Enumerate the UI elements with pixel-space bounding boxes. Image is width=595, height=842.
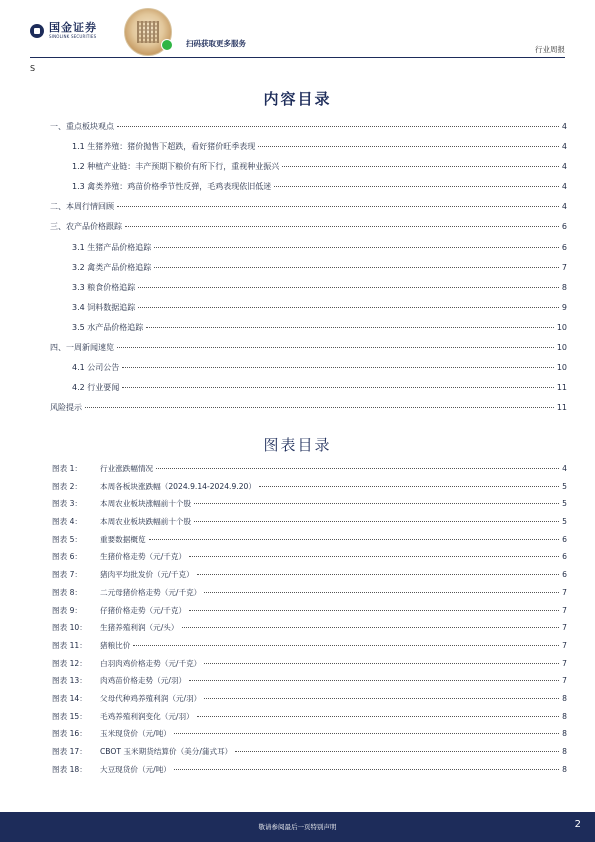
qr-code-image[interactable] <box>124 8 172 56</box>
toc-entry-label: 3.3 粮食价格追踪 <box>72 282 136 292</box>
figure-page: 8 <box>562 693 567 703</box>
toc-entry[interactable] <box>50 181 567 201</box>
figure-entry[interactable] <box>52 534 567 552</box>
wechat-icon <box>161 39 173 51</box>
figure-number: 图表 3： <box>52 499 83 509</box>
toc-entry-label: 3.4 饲料数据追踪 <box>72 302 136 312</box>
toc-entry-label: 1.1 生猪养殖：猪价抛售下超跌，看好猪价旺季表现 <box>72 142 256 152</box>
figure-label: 肉鸡苗价格走势（元/羽） <box>100 676 187 686</box>
dot-leader <box>122 367 554 368</box>
figure-number: 图表 15： <box>52 711 87 721</box>
toc-entry-page: 4 <box>561 142 567 152</box>
figure-page: 7 <box>562 605 567 615</box>
toc-entry-page: 4 <box>561 162 567 172</box>
figure-page: 7 <box>562 623 567 633</box>
scan-prompt: 扫码获取更多服务 <box>186 39 246 48</box>
toc-entry-label: 4.2 行业要闻 <box>72 383 120 393</box>
figure-entry[interactable] <box>52 569 567 587</box>
figure-entry[interactable] <box>52 693 567 711</box>
footer-notice: 敬请参阅最后一页特别声明 <box>258 823 337 831</box>
dot-leader <box>274 186 559 187</box>
figure-number: 图表 16： <box>52 729 87 739</box>
toc-entry[interactable] <box>50 402 567 422</box>
toc-entry-label: 3.2 禽类产品价格追踪 <box>72 262 152 272</box>
dot-leader <box>85 407 554 408</box>
dot-leader <box>194 521 559 522</box>
figures-title: 图表目录 <box>263 436 332 454</box>
toc-entry[interactable] <box>50 342 567 362</box>
toc-entry-page: 10 <box>556 343 567 353</box>
figure-entry[interactable] <box>52 481 567 499</box>
figure-entry[interactable] <box>52 675 567 693</box>
toc-entry-page: 11 <box>556 403 567 413</box>
figure-entry[interactable] <box>52 516 567 534</box>
figure-entry[interactable] <box>52 587 567 605</box>
toc-entry-page: 10 <box>556 322 567 332</box>
figure-label: 仔猪价格走势（元/千克） <box>100 605 187 615</box>
figure-label: 大豆现货价（元/吨） <box>100 764 171 774</box>
page-footer <box>0 812 595 842</box>
dot-leader <box>146 327 554 328</box>
figure-entry[interactable] <box>52 764 567 782</box>
toc-entry[interactable] <box>50 322 567 342</box>
toc-entry-page: 4 <box>561 202 567 212</box>
figure-label: 行业涨跌幅情况 <box>100 464 154 473</box>
figure-entry[interactable] <box>52 498 567 516</box>
page-header <box>0 0 595 58</box>
toc-entry[interactable] <box>50 221 567 241</box>
toc-entry-page: 6 <box>561 222 567 232</box>
toc-entry[interactable] <box>50 282 567 302</box>
dot-leader <box>197 574 559 575</box>
dot-leader <box>174 769 559 770</box>
dot-leader <box>182 627 560 628</box>
toc-entry-page: 6 <box>561 242 567 252</box>
figure-entry[interactable] <box>52 605 567 623</box>
figure-page: 7 <box>562 676 567 686</box>
figure-number: 图表 14： <box>52 693 87 703</box>
toc-title: 内容目录 <box>263 90 332 108</box>
figure-number: 图表 18： <box>52 764 87 774</box>
figure-label: 生猪养殖利润（元/头） <box>100 623 179 633</box>
figure-page: 5 <box>562 481 567 491</box>
dot-leader <box>149 539 560 540</box>
company-logo <box>30 22 97 39</box>
figure-page: 6 <box>562 570 567 580</box>
toc-entry[interactable] <box>50 382 567 402</box>
dot-leader <box>117 347 554 348</box>
toc-entry-label: 1.3 禽类养殖：鸡苗价格季节性反弹，毛鸡表现依旧低迷 <box>72 182 272 192</box>
figure-page: 7 <box>562 587 567 597</box>
page-number: 2 <box>574 819 581 830</box>
figures-list <box>52 463 567 781</box>
figure-page: 8 <box>562 764 567 774</box>
figure-page: 5 <box>562 499 567 509</box>
toc-entry[interactable] <box>50 242 567 262</box>
figure-number: 图表 9： <box>52 605 83 615</box>
toc-entry-label: 二、本周行情回顾 <box>50 202 114 212</box>
figure-entry[interactable] <box>52 622 567 640</box>
toc-entry-label: 三、农产品价格跟踪 <box>50 222 122 232</box>
figure-page: 4 <box>562 464 567 473</box>
dot-leader <box>282 166 559 167</box>
toc-entry-page: 7 <box>561 262 567 272</box>
dot-leader <box>189 556 559 557</box>
figure-number: 图表 10： <box>52 623 87 633</box>
dot-leader <box>235 751 559 752</box>
figure-label: 本周各板块涨跌幅（2024.9.14-2024.9.20） <box>100 481 256 491</box>
figure-number: 图表 4： <box>52 517 83 527</box>
toc-entry-label: 一、重点板块观点 <box>50 122 114 131</box>
toc-entry[interactable] <box>50 141 567 161</box>
dot-leader <box>138 287 559 288</box>
dot-leader <box>204 698 559 699</box>
logo-mark-icon <box>30 24 44 38</box>
figure-page: 7 <box>562 658 567 668</box>
dot-leader <box>197 716 559 717</box>
figure-number: 图表 1： <box>52 464 83 473</box>
figure-number: 图表 5： <box>52 534 83 544</box>
figure-page: 5 <box>562 517 567 527</box>
figure-number: 图表 8： <box>52 587 83 597</box>
figure-label: CBOT 玉米期货结算价（美分/蒲式耳） <box>100 747 233 756</box>
figure-page: 8 <box>562 711 567 721</box>
toc-entry[interactable] <box>50 262 567 282</box>
dot-leader <box>189 610 559 611</box>
toc-entry[interactable] <box>50 362 567 382</box>
figure-entry[interactable] <box>52 728 567 746</box>
figure-label: 父母代种鸡养殖利润（元/羽） <box>100 693 202 703</box>
figure-label: 生猪价格走势（元/千克） <box>100 552 187 562</box>
figure-label: 白羽肉鸡价格走势（元/千克） <box>100 658 202 668</box>
dot-leader <box>138 307 559 308</box>
qr-pattern <box>137 21 159 43</box>
toc-entry-page: 9 <box>561 302 567 312</box>
figure-number: 图表 6： <box>52 552 83 562</box>
figure-page: 6 <box>562 552 567 562</box>
dot-leader <box>204 663 559 664</box>
dot-leader <box>189 680 559 681</box>
toc-entry-label: 1.2 种植产业链：丰产预期下粮价有所下行，重视种业振兴 <box>72 162 280 172</box>
toc-entry-page: 10 <box>556 363 567 373</box>
figure-entry[interactable] <box>52 551 567 569</box>
toc-entry[interactable] <box>50 201 567 221</box>
figure-label: 本周农业板块涨幅前十个股 <box>100 499 192 509</box>
dot-leader <box>117 206 559 207</box>
figure-number: 图表 7： <box>52 570 83 580</box>
figure-entry[interactable] <box>52 640 567 658</box>
logo-name-cn: 国金证券 <box>49 21 97 34</box>
dot-leader <box>117 126 559 127</box>
figure-label: 猪肉平均批发价（元/千克） <box>100 570 194 580</box>
figure-entry[interactable] <box>52 463 567 481</box>
dot-leader <box>154 267 559 268</box>
toc-entry-label: 4.1 公司公告 <box>72 363 120 373</box>
figure-page: 6 <box>562 534 567 544</box>
figure-label: 玉米现货价（元/吨） <box>100 729 171 739</box>
dot-leader <box>133 645 559 646</box>
toc-entry-label: 四、一周新闻速览 <box>50 343 114 353</box>
dot-leader <box>125 226 559 227</box>
toc-entry-page: 4 <box>561 182 567 192</box>
toc-entry-page: 11 <box>556 383 567 393</box>
dot-leader <box>258 146 559 147</box>
figure-label: 重要数据概览 <box>100 534 146 544</box>
toc-entry[interactable] <box>50 161 567 181</box>
dot-leader <box>156 468 559 469</box>
figure-entry[interactable] <box>52 711 567 729</box>
figure-label: 毛鸡养殖利润变化（元/羽） <box>100 711 194 721</box>
toc-entry-label: 风险提示 <box>50 403 82 413</box>
stray-mark: S <box>30 64 36 73</box>
dot-leader <box>174 733 559 734</box>
figure-entry[interactable] <box>52 746 567 764</box>
dot-leader <box>204 592 559 593</box>
toc-entry-page: 4 <box>561 122 567 131</box>
dot-leader <box>194 503 559 504</box>
toc-entry-page: 8 <box>561 282 567 292</box>
logo-name-en: SINOLINK SECURITIES <box>49 34 97 39</box>
dot-leader <box>259 486 559 487</box>
figure-page: 7 <box>562 640 567 650</box>
figure-number: 图表 12： <box>52 658 87 668</box>
toc-entry[interactable] <box>50 302 567 322</box>
figure-number: 图表 17： <box>52 747 87 756</box>
dot-leader <box>154 247 559 248</box>
figure-number: 图表 2： <box>52 481 83 491</box>
figure-entry[interactable] <box>52 658 567 676</box>
figure-label: 二元母猪价格走势（元/千克） <box>100 587 202 597</box>
figure-number: 图表 13： <box>52 676 87 686</box>
figure-page: 8 <box>562 747 567 756</box>
toc-list <box>50 121 567 422</box>
toc-entry[interactable] <box>50 121 567 141</box>
figure-page: 8 <box>562 729 567 739</box>
figure-number: 图表 11： <box>52 640 87 650</box>
report-type-label: 行业周报 <box>535 45 565 54</box>
header-divider <box>30 57 565 58</box>
figure-label: 猪粮比价 <box>100 640 131 650</box>
toc-entry-label: 3.1 生猪产品价格追踪 <box>72 242 152 252</box>
dot-leader <box>122 387 554 388</box>
toc-entry-label: 3.5 水产品价格追踪 <box>72 322 144 332</box>
figure-label: 本周农业板块跌幅前十个股 <box>100 517 192 527</box>
